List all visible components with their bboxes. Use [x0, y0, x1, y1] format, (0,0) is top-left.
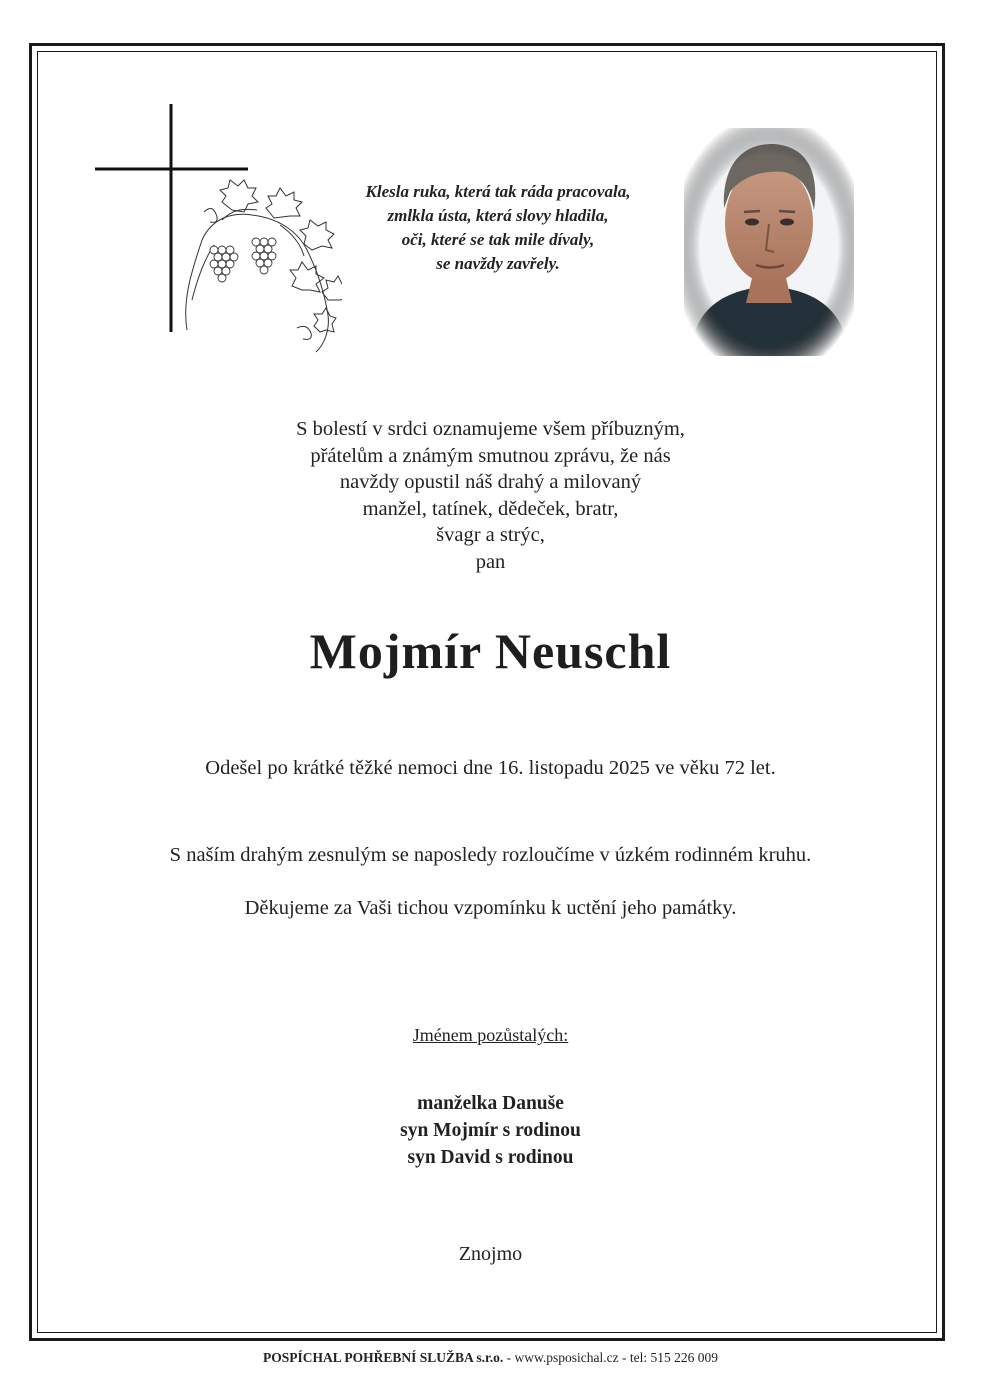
intro-line: manžel, tatínek, dědeček, bratr, [362, 497, 619, 520]
footer-company: POSPÍCHAL POHŘEBNÍ SLUŽBA s.r.o. [262, 1350, 504, 1365]
quote-line: oči, které se tak mile dívaly, [401, 230, 595, 249]
town: Znojmo [458, 1243, 523, 1265]
intro-line: pan [475, 550, 506, 573]
intro-line: navždy opustil náš drahý a milovaný [339, 471, 642, 493]
portrait-photo [684, 128, 854, 356]
survivors-title: Jménem pozůstalých: [412, 1025, 569, 1045]
intro-line: S bolestí v srdci oznamujeme všem příbuzným, [296, 418, 685, 440]
footer-contact: - www.psposichal.cz - tel: 515 226 009 [503, 1350, 719, 1365]
quote-line: se navždy zavřely. [436, 254, 560, 273]
footer [0, 1350, 981, 1366]
cross-with-grapevine-icon [92, 100, 342, 362]
death-notice: Odešel po krátké těžké nemoci dne 16. listopadu 2025 ve věku 72 let. [205, 757, 776, 779]
quote-line: zmlkla ústa, která slovy hladila, [387, 206, 609, 225]
announcement-text [0, 416, 981, 575]
memorial-quote [318, 180, 678, 276]
survivors-list [0, 1090, 981, 1171]
intro-line: přátelům a známým smutnou zprávu, že nás [310, 444, 671, 467]
survivor-name: syn Mojmír s rodinou [400, 1120, 581, 1141]
quote-line: Klesla ruka, která tak ráda pracovala, [365, 182, 631, 201]
deceased-name: Mojmír Neuschl [309, 623, 672, 679]
survivor-name: syn David s rodinou [407, 1147, 574, 1168]
survivor-name: manželka Danuše [417, 1093, 564, 1114]
intro-line: švagr a strýc, [436, 524, 545, 546]
thanks-text: Děkujeme za Vaši tichou vzpomínku k uctění jeho památky. [244, 897, 737, 919]
farewell-text: S naším drahým zesnulým se naposledy rozloučíme v úzkém rodinném kruhu. [169, 844, 812, 866]
